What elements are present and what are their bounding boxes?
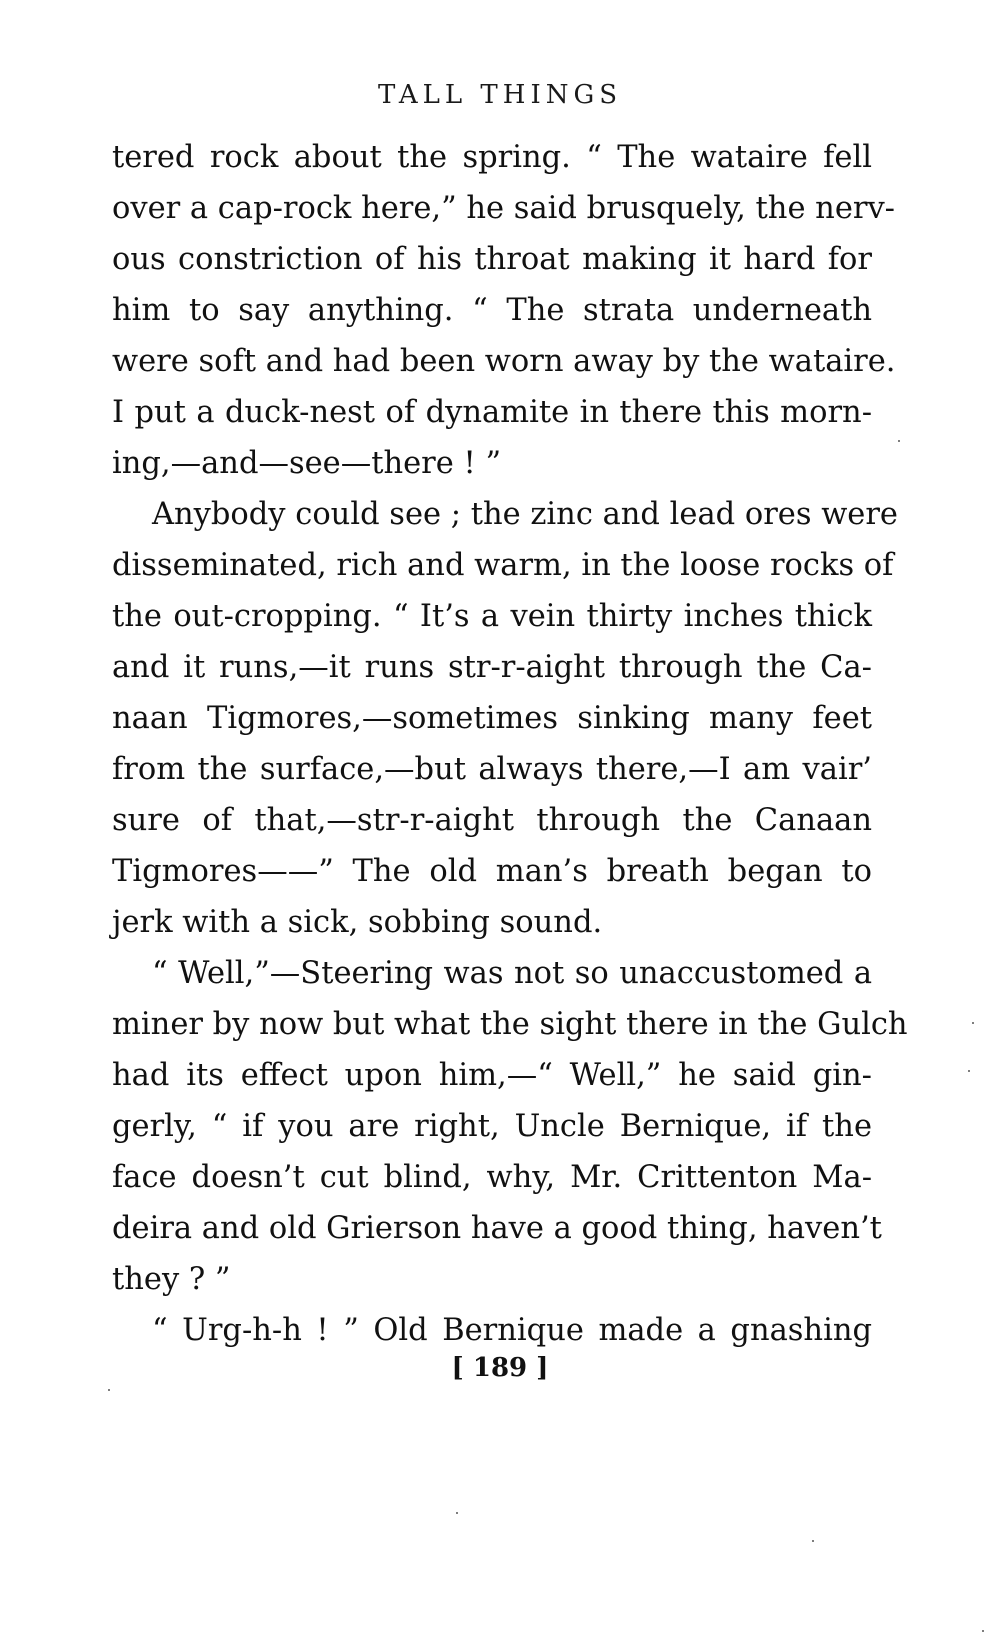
text-line: tered rock about the spring. “ The wataire fell: [112, 140, 872, 175]
paper-speck: [972, 1022, 974, 1024]
paper-speck: [108, 1389, 110, 1391]
text-line: over a cap-rock here,” he said brusquely, the nerv-: [112, 191, 895, 226]
text-line: ous constriction of his throat making it hard for: [112, 242, 872, 277]
text-line: naan Tigmores,—sometimes sinking many feet: [112, 701, 872, 736]
text-line: deira and old Grierson have a good thing, haven’t: [112, 1211, 882, 1246]
text-line: disseminated, rich and warm, in the loose rocks of: [112, 548, 894, 583]
body-text: [112, 132, 908, 1356]
text-line: were soft and had been worn away by the wataire.: [112, 344, 896, 379]
text-line: they ? ”: [112, 1262, 231, 1297]
paper-speck: [812, 1540, 814, 1542]
text-line: face doesn’t cut blind, why, Mr. Crittenton Ma-: [112, 1160, 872, 1195]
text-line: I put a duck-nest of dynamite in there this morn-: [112, 395, 872, 430]
text-line: Tigmores——” The old man’s breath began to: [112, 854, 872, 889]
text-line: from the surface,—but always there,—I am vair’: [112, 752, 872, 787]
text-line: gerly, “ if you are right, Uncle Bernique, if the: [112, 1109, 872, 1144]
paragraph-first-line: “ Well,”—Steering was not so unaccustomed a: [152, 956, 872, 991]
text-line: the out-cropping. “ It’s a vein thirty inches thick: [112, 599, 872, 634]
running-head: TALL THINGS: [377, 80, 623, 110]
text-line: ing,—and—see—there ! ”: [112, 446, 502, 481]
paragraph-first-line: “ Urg-h-h ! ” Old Bernique made a gnashing: [152, 1313, 872, 1348]
text-line: jerk with a sick, sobbing sound.: [112, 905, 603, 940]
text-line: miner by now but what the sight there in the Gulch: [112, 1007, 908, 1042]
page-number: [ 189 ]: [451, 1353, 549, 1383]
paper-speck: [456, 1512, 458, 1514]
paper-speck: [898, 440, 900, 442]
text-line: and it runs,—it runs str-r-aight through the Ca-: [112, 650, 872, 685]
paper-speck: [982, 1630, 984, 1632]
text-line: had its effect upon him,—“ Well,” he said gin-: [112, 1058, 872, 1093]
paragraph-first-line: Anybody could see ; the zinc and lead ores were: [152, 497, 898, 532]
paper-speck: [968, 1070, 970, 1072]
text-line: sure of that,—str-r-aight through the Canaan: [112, 803, 872, 838]
text-line: him to say anything. “ The strata underneath: [112, 293, 872, 328]
